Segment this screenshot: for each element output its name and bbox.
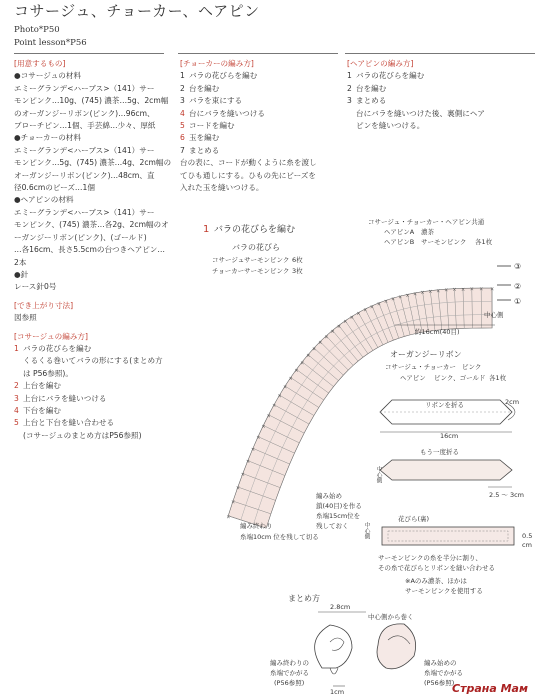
finish-title: まとめ方 xyxy=(288,594,320,603)
hairpin-note: ピンを縫いつける。 xyxy=(356,121,425,131)
common-row-item: ヘアピンB xyxy=(384,238,415,246)
start-note-line: 鎖(40目)を作る xyxy=(316,502,362,510)
section-title: バラの花びらを編む xyxy=(214,225,296,235)
chain-mark: × xyxy=(398,294,403,301)
step-text: コードを編む xyxy=(189,121,235,131)
dim-1cm: 1cm xyxy=(330,688,345,696)
center-side-label: 中心側 xyxy=(484,311,504,319)
chain-mark: × xyxy=(383,298,389,305)
row-mark-1: ① xyxy=(514,297,522,306)
step-text: 台を編む xyxy=(189,83,220,93)
ribbon-title: オーガンジーリボン xyxy=(390,350,462,359)
dim-05-unit: cm xyxy=(522,541,532,549)
chain-mark: × xyxy=(489,286,495,293)
step-text: バラを束にする xyxy=(189,96,243,106)
materials-line: モンピンク…5g、(745) 濃茶…4g、2cm幅の xyxy=(14,158,172,168)
dim-28: 2.8cm xyxy=(330,603,351,611)
end-note-left: (P56参照) xyxy=(274,679,305,687)
chain-mark: × xyxy=(405,292,410,299)
step-text: は P56参照)。 xyxy=(23,368,73,378)
chain-mark: × xyxy=(324,334,329,341)
chain-mark: × xyxy=(452,287,457,294)
hairpin-heading: [ヘアピンの編み方] xyxy=(347,59,414,68)
step-text: 下台を編む xyxy=(23,405,61,415)
dim-16cm: 16cm xyxy=(440,432,459,440)
step-text: まとめる xyxy=(356,96,387,106)
sew-note-line: その糸で花びらとリボンを縫い合わせる xyxy=(378,564,495,572)
step-number: 6 xyxy=(180,133,185,143)
chain-mark: × xyxy=(294,367,299,374)
step-number: 3 xyxy=(14,393,19,403)
step-text: 台にバラを縫いつける xyxy=(189,108,265,118)
ribbon-fold-diagram-2 xyxy=(375,447,524,499)
start-note-line: 糸端15cm位を xyxy=(316,512,361,520)
materials-line: 径0.6cmのビーズ…1個 xyxy=(14,183,95,193)
chain-mark: × xyxy=(428,289,433,296)
chain-mark: × xyxy=(469,286,474,293)
step-number: 2 xyxy=(180,83,185,93)
step-number: 1 xyxy=(14,343,19,353)
chain-mark: × xyxy=(420,290,425,297)
end-note-left: 糸端でかがる xyxy=(270,669,309,677)
rose-base xyxy=(330,668,338,674)
materials-line: エミーグランデ<ハーブス>（141）サー xyxy=(14,145,155,155)
chain-mark: × xyxy=(369,304,375,311)
color-note-line: サーモンピンクを使用する xyxy=(405,587,483,595)
chain-mark: × xyxy=(412,291,418,298)
step-text: 玉を編む xyxy=(189,133,220,143)
corsage-heading: [コサージュの編み方] xyxy=(14,331,88,341)
ribbon-row-count: 各1枚 xyxy=(489,374,507,382)
ribbon-row-color: ピンク、ゴールド xyxy=(434,374,486,382)
step-number: 2 xyxy=(347,83,352,93)
row-mark-3: ③ xyxy=(514,262,522,271)
size-text: 図参照 xyxy=(14,313,37,323)
chain-mark: × xyxy=(330,328,335,335)
chain-mark: × xyxy=(272,403,277,410)
step-number: 5 xyxy=(180,121,185,131)
end-note-right: 糸端でかがる xyxy=(424,669,463,677)
chain-mark: × xyxy=(390,296,396,303)
step-number: 1 xyxy=(180,71,185,81)
step-number: 4 xyxy=(14,405,19,415)
watermark: Страна Мам xyxy=(452,682,528,695)
chain-mark: × xyxy=(444,287,449,294)
chain-mark: × xyxy=(230,499,236,506)
center-side-vertical: 中心側 xyxy=(375,466,381,484)
petal-row-count: 3枚 xyxy=(292,267,303,275)
end-note-line: 編み終わり xyxy=(240,522,273,530)
choker-note: 台の表に、コードが動くように糸を渡し xyxy=(180,158,317,168)
common-row-color: サーモンピンク xyxy=(421,238,467,246)
chain-mark: × xyxy=(235,485,241,492)
materials-line: ●ヘアピンの材料 xyxy=(14,195,74,205)
roll-label: 中心側から巻く xyxy=(368,613,414,621)
step-text: バラの花びらを編む xyxy=(189,71,258,81)
petal-row-color: サーモンピンク xyxy=(244,267,290,275)
chain-mark: × xyxy=(356,311,361,318)
petal-strip xyxy=(382,527,514,545)
chain-mark: × xyxy=(300,360,305,367)
section-number: 1 xyxy=(203,224,210,235)
dim-2cm: 2cm xyxy=(505,398,520,406)
chain-mark: × xyxy=(277,393,282,400)
materials-line: モンピンク…10g、(745) 濃茶…5g、2cm幅 xyxy=(14,96,169,106)
photo-ref: Photo*P50 xyxy=(14,25,60,35)
hairpin-note: 台にバラを縫いつけた後、裏側にヘア xyxy=(356,108,485,118)
end-note-left: 編み終わりの xyxy=(270,659,309,667)
step-number: 7 xyxy=(180,145,185,155)
fold-label: リボンを折る xyxy=(425,401,464,409)
common-row-color: 濃茶 xyxy=(421,228,434,236)
step-text: 台を編む xyxy=(356,83,387,93)
chain-mark: × xyxy=(363,307,368,314)
rose-finished-right xyxy=(377,624,416,669)
materials-line: エミーグランデ<ハーブス>（141）サー xyxy=(14,83,155,93)
ribbon-row-color: ピンク xyxy=(462,363,482,371)
center-side-vertical-2: 中心側 xyxy=(363,522,369,540)
dim-range: 2.5 〜 3cm xyxy=(489,491,525,499)
end-note-line: 糸端10cm 位を残して切る xyxy=(240,533,319,541)
step-text: まとめる xyxy=(189,145,220,155)
sew-note-line: サーモンピンクの糸を半分に割り、 xyxy=(378,554,482,562)
width-label: 約16cm(40目) xyxy=(415,328,460,336)
end-note-right: 編み始めの xyxy=(424,659,457,667)
dim-05: 0.5 xyxy=(522,532,533,540)
materials-line: …各16cm、長さ5.5cmの台つきヘアピン… xyxy=(14,245,165,255)
fold-again-label: もう一度折る xyxy=(420,448,459,456)
chain-mark: × xyxy=(336,323,342,330)
materials-line: 2本 xyxy=(14,257,27,267)
common-row-count: 各1枚 xyxy=(475,238,493,246)
materials-line: ーガンジーリボン(ピンク)、(ゴールド) xyxy=(14,232,147,242)
chain-mark: × xyxy=(288,375,293,382)
finishing-diagram xyxy=(270,593,463,696)
step-number: 3 xyxy=(180,96,185,106)
step-text: バラの花びらを編む xyxy=(23,343,92,353)
size-heading: [でき上がり寸法] xyxy=(14,300,74,310)
step-text: バラの花びらを編む xyxy=(356,71,425,81)
start-note-line: 残しておく xyxy=(316,522,349,530)
chain-mark: × xyxy=(306,353,311,360)
step-text: 上台と下台を縫い合わせる xyxy=(23,418,115,428)
step-number: 2 xyxy=(14,381,19,391)
chain-mark: × xyxy=(460,286,466,293)
common-row-item: ヘアピンA xyxy=(384,228,415,236)
step-text: 上台にバラを縫いつける xyxy=(23,393,107,403)
ribbon-fold-diagram-1 xyxy=(380,398,519,440)
chain-mark: × xyxy=(479,286,484,293)
materials-heading: [用意するもの] xyxy=(14,59,66,68)
choker-heading: [チョーカーの編み方] xyxy=(180,59,254,68)
chain-mark: × xyxy=(318,340,323,347)
materials-line: モンピンク、(745) 濃茶…各2g、2cm幅のオ xyxy=(14,220,169,230)
petal-ribbon-sewing-diagram xyxy=(363,514,532,595)
chain-mark: × xyxy=(250,446,256,453)
materials-line: ●針 xyxy=(14,269,29,279)
rose-rolled-left xyxy=(315,625,352,668)
materials-line: オーガンジーリボン(ピンク)…48cm、直 xyxy=(14,170,155,180)
chain-mark: × xyxy=(226,514,231,521)
choker-note: 入れた玉を縫いつける。 xyxy=(180,183,264,193)
chain-mark: × xyxy=(256,435,261,442)
step-number: 5 xyxy=(14,418,19,428)
petal-row-item: チョーカー xyxy=(212,267,245,275)
materials-line: ●コサージュの材料 xyxy=(14,71,82,81)
step-text: 上台を編む xyxy=(23,381,61,391)
chain-mark: × xyxy=(283,384,288,391)
petal-row-count: 6枚 xyxy=(292,256,303,264)
end-note-right: (P56参照) xyxy=(424,679,455,687)
materials-line: のオーガンジーリボン(ピンク)…96cm、 xyxy=(14,108,155,118)
start-note-line: 編み始め xyxy=(316,492,342,500)
chain-mark: × xyxy=(312,346,317,353)
lesson-ref: Point lesson*P56 xyxy=(14,38,87,48)
ribbon-folded-shape xyxy=(380,460,512,480)
chain-mark: × xyxy=(240,472,246,479)
materials-line: ●チョーカーの材料 xyxy=(14,133,81,143)
petal-row-color: サーモンピンク xyxy=(244,256,290,264)
chain-mark: × xyxy=(245,459,251,466)
chain-mark: × xyxy=(376,301,382,308)
chain-mark: × xyxy=(261,423,266,430)
step-text: くるくる巻いてバラの形にする(まとめ方 xyxy=(23,356,163,366)
materials-line: ブローチピン…1個、手芸綿…少々、厚紙 xyxy=(14,121,156,131)
color-note-line: ※Aのみ濃茶、ほかは xyxy=(405,577,467,585)
step-number: 1 xyxy=(347,71,352,81)
petal-row-item: コサージュ xyxy=(212,256,245,264)
materials-line: レース針0号 xyxy=(14,282,57,292)
step-text: (コサージュのまとめ方はP56参照) xyxy=(23,430,142,440)
common-title: コサージュ・チョーカー・ヘアピン共通 xyxy=(368,218,485,226)
row-mark-2: ② xyxy=(514,282,522,291)
petal-back-label: 花びら(裏) xyxy=(398,515,430,523)
chain-mark: × xyxy=(436,288,441,295)
ribbon-row-item: ヘアピン xyxy=(400,374,426,382)
page-title: コサージュ、チョーカー、ヘアピン xyxy=(14,2,260,20)
chain-mark: × xyxy=(349,314,354,321)
chain-mark: × xyxy=(266,413,271,420)
petal-title: バラの花びら xyxy=(232,243,280,252)
row-markers xyxy=(497,262,521,306)
choker-note: てひも通しにする。ひもの先にビーズを xyxy=(180,170,317,180)
materials-line: エミーグランデ<ハーブス>（141）サー xyxy=(14,207,155,217)
step-number: 3 xyxy=(347,96,352,106)
chain-mark: × xyxy=(343,319,348,326)
step-number: 4 xyxy=(180,108,185,118)
ribbon-row-item: コサージュ・チョーカー xyxy=(385,363,456,371)
